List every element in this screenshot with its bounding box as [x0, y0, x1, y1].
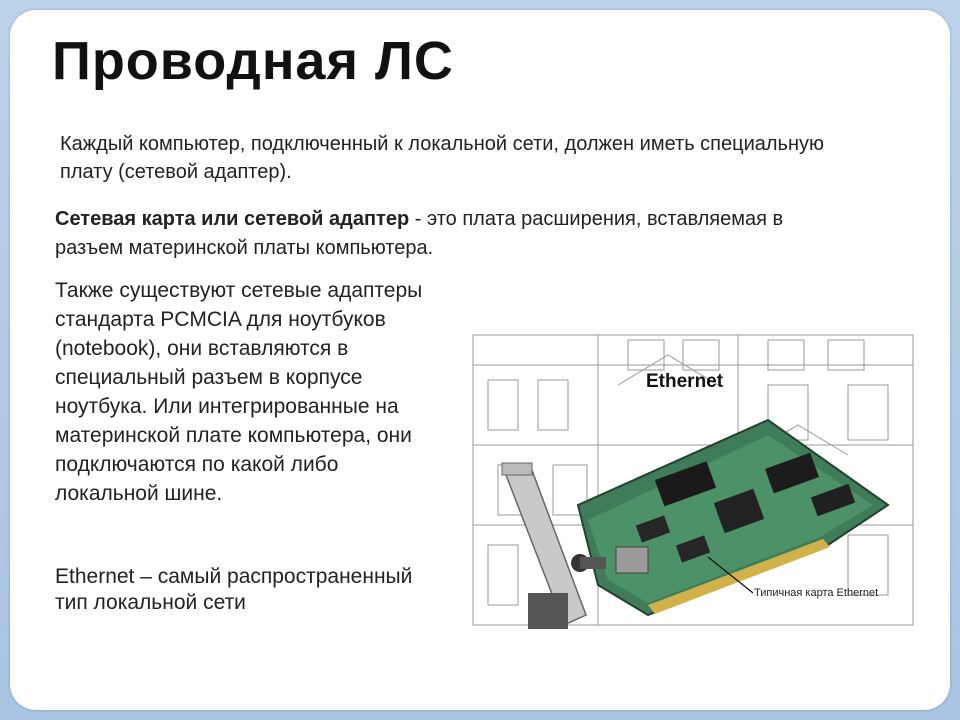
network-card-image [468, 325, 916, 635]
paragraph-definition [55, 205, 835, 263]
shadow-object [528, 593, 568, 629]
paragraph-pcmcia: Также существуют сетевые адаптеры стандарта PCMCIA для ноутбуков (notebook), они вставляются в специальный разъем в корпусе ноутбука. Или интегрированные на материнской плате компьютера, они подключаются по какой либо локальной шине. [55, 279, 423, 505]
figure-caption: Типичная карта Ethernet [754, 587, 879, 599]
figure-label-ethernet: Ethernet [646, 371, 724, 392]
definition-text: - это плата расширения, вставляемая в разъем материнской платы компьютера. [55, 208, 784, 259]
paragraph-intro: Каждый компьютер, подключенный к локальной сети, должен иметь специальную плату (сетевой адаптер). [60, 133, 825, 183]
slide-title: Проводная ЛС [52, 31, 454, 91]
definition-term: Сетевая карта или сетевой адаптер [55, 208, 410, 230]
circuit-board-icon [571, 420, 888, 615]
paragraph-ethernet: Ethernet – самый распространенный тип локальной сети [55, 565, 413, 614]
